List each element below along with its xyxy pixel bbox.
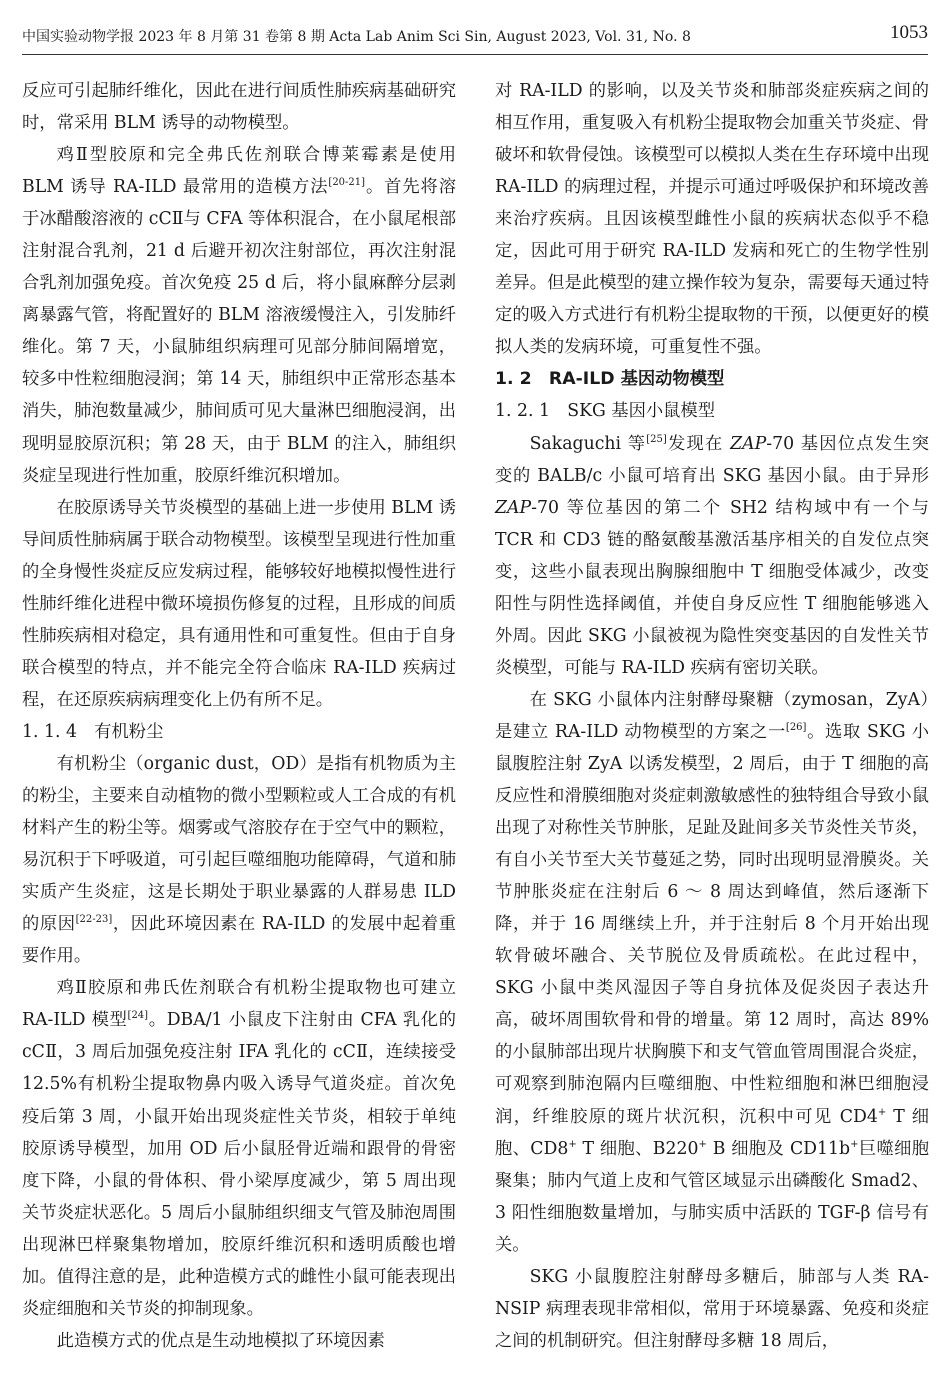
header-rule — [22, 54, 928, 55]
paragraph: Sakaguchi 等[25]发现在 ZAP-70 基因位点发生突变的 BALB/c 小鼠可培育出 SKG 基因小鼠。由于异形 ZAP-70 等位基因的第二个 SH2 结构域中有一个与 TCR 和 CD3 链的酪氨酸基激活基序相关的自发位点突变，这些小鼠表现出胸腺细胞中 T 细胞受体减少，改变阳性与阴性选择阈值，并使自身反应性 T 细胞能够逃入外周。因此 SKG 小鼠被视为隐性突变基因的自发性关节炎模型，可能与 RA-ILD 疾病有密切关联。 — [495, 433, 930, 678]
citation: [25] — [646, 433, 667, 445]
section-heading-1-2: 1. 2 RA-ILD 基因动物模型 — [495, 369, 725, 390]
journal-citation: 中国实验动物学报 2023 年 8 月第 31 卷第 8 期 Acta Lab Anim Sci Sin, August 2023, Vol. 31, No. 8 — [22, 29, 691, 45]
citation: [22-23] — [75, 914, 113, 926]
paragraph: 鸡Ⅱ型胶原和完全弗氏佐剂联合博莱霉素是使用 BLM 诱导 RA-ILD 最常用的造模方法[20-21]。首先将溶于冰醋酸溶液的 cCⅡ与 CFA 等体积混合，在小鼠尾根部注射混合乳剂，21 d 后避开初次注射部位，再次注射混合乳剂加强免疫。首次免疫 25 d 后，将小鼠麻醉分层剥离暴露气管，将配置好的 BLM 溶液缓慢注入，引发肺纤维化。第 7 天，小鼠肺组织病理可见部分肺间隔增宽，较多中性粒细胞浸润；第 14 天，肺组织中正常形态基本消失，肺泡数量减少，肺间质可见大量淋巴细胞浸润，出现明显胶原沉积；第 28 天，由于 BLM 的注入，肺组织炎症呈现进行性加重，胶原纤维沉积增加。 — [22, 145, 456, 486]
paragraph: SKG 小鼠腹腔注射酵母多糖后，肺部与人类 RA-NSIP 病理表现非常相似，常用于环境暴露、免疫和炎症之间的机制研究。但注射酵母多糖 18 周后， — [495, 1266, 929, 1351]
paragraph: 在 SKG 小鼠体内注射酵母聚糖（zymosan，ZyA）是建立 RA-ILD 动物模型的方案之一[26]。选取 SKG 小鼠腹腔注射 ZyA 以诱发模型，2 周后，由于 T 细胞的高反应性和滑膜细胞对炎症刺激敏感性的独特组合导致小鼠出现了对称性关节肿胀，足趾及趾间多关节炎性关节炎，有自小关节至大关节蔓延之势，同时出现明显滑膜炎。关节肿胀炎症在注射后 6 ～ 8 周达到峰值，然后逐渐下降，并于 16 周继续上升，并于注射后 8 个月开始出现软骨破坏融合、关节脱位及骨质疏松。在此过程中，SKG 小鼠中类风湿因子等自身抗体及促炎因子表达升高，破坏周围软骨和骨的增量。第 12 周时，高达 89%的小鼠肺部出现片状胸膜下和支气管血管周围混合炎症，可观察到肺泡隔内巨噬细胞、中性粒细胞和淋巴细胞浸润，纤维胶原的斑片状沉积，沉积中可见 CD4+ T 细胞、CD8+ T 细胞、B220+ B 细胞及 CD11b+巨噬细胞聚集；肺内气道上皮和气管区域显示出磷酸化 Smad2、3 阳性细胞数量增加，与肺实质中活跃的 TGF-β 信号有关。 — [495, 689, 929, 1255]
paragraph: 对 RA-ILD 的影响，以及关节炎和肺部炎症疾病之间的相互作用，重复吸入有机粉尘提取物会加重关节炎症、骨破坏和软骨侵蚀。该模型可以模拟人类在生存环境中出现 RA-ILD 的病理过程，并提示可通过呼吸保护和环境改善来治疗疾病。且因该模型雌性小鼠的疾病状态似乎不稳定，因此可用于研究 RA-ILD 发病和死亡的生物学性别差异。但是此模型的建立操作较为复杂，需要每天通过特定的吸入方式进行有机粉尘提取物的干预，以便更好的模拟人类的发病环境，可重复性不强。 — [495, 81, 929, 358]
right-column — [495, 75, 929, 1357]
citation: [20-21] — [328, 177, 366, 189]
paragraph: 此造模方式的优点是生动地模拟了环境因素 — [56, 1330, 385, 1351]
paragraph: 反应可引起肺纤维化，因此在进行间质性肺疾病基础研究时，常采用 BLM 诱导的动物模型。 — [22, 81, 456, 134]
paragraph: 鸡Ⅱ胶原和弗氏佐剂联合有机粉尘提取物也可建立 RA-ILD 模型[24]。DBA/1 小鼠皮下注射由 CFA 乳化的 cCⅡ，3 周后加强免疫注射 IFA 乳化的 cCⅡ，连续接受 12.5%有机粉尘提取物鼻内吸入诱导气道炎症。首次免疫后第 3 周，小鼠开始出现炎症性关节炎，相较于单纯胶原诱导模型，加用 OD 后小鼠胫骨近端和跟骨的骨密度下降，小鼠的骨体积、骨小梁厚度减少，第 5 周出现关节炎症状恶化。5 周后小鼠肺组织细支气管及肺泡周围出现淋巴样聚集物增加，胶原纤维沉积和透明质酸也增加。值得注意的是，此种造模方式的雌性小鼠可能表现出炎症细胞和关节炎的抑制现象。 — [22, 978, 456, 1319]
paragraph: 有机粉尘（organic dust，OD）是指有机物质为主的粉尘，主要来自动植物的微小型颗粒或人工合成的有机材料产生的粉尘等。烟雾或气溶胶存在于空气中的颗粒，易沉积于下呼吸道，可引起巨噬细胞功能障碍，气道和肺实质产生炎症，这是长期处于职业暴露的人群易患 ILD 的原因[22-23]，因此环境因素在 RA-ILD 的发展中起着重要作用。 — [22, 753, 456, 967]
section-heading-1-2-1: 1. 2. 1 SKG 基因小鼠模型 — [495, 401, 715, 422]
page-number: 1053 — [890, 22, 928, 43]
citation: [26] — [785, 722, 807, 734]
citation: [24] — [127, 1010, 149, 1022]
left-column — [22, 75, 456, 1357]
paragraph: 在胶原诱导关节炎模型的基础上进一步使用 BLM 诱导间质性肺病属于联合动物模型。该模型呈现进行性加重的全身慢性炎症反应发病过程，能够较好地模拟慢性进行性肺纤维化进程中微环境损伤修复的过程，且形成的间质性肺疾病相对稳定，具有通用性和可重复性。但由于自身联合模型的特点，并不能完全符合临床 RA-ILD 疾病过程，在还原疾病病理变化上仍有所不足。 — [22, 497, 456, 710]
section-heading-1-1-4: 1. 1. 4 有机粉尘 — [22, 721, 164, 742]
running-header — [22, 24, 928, 54]
